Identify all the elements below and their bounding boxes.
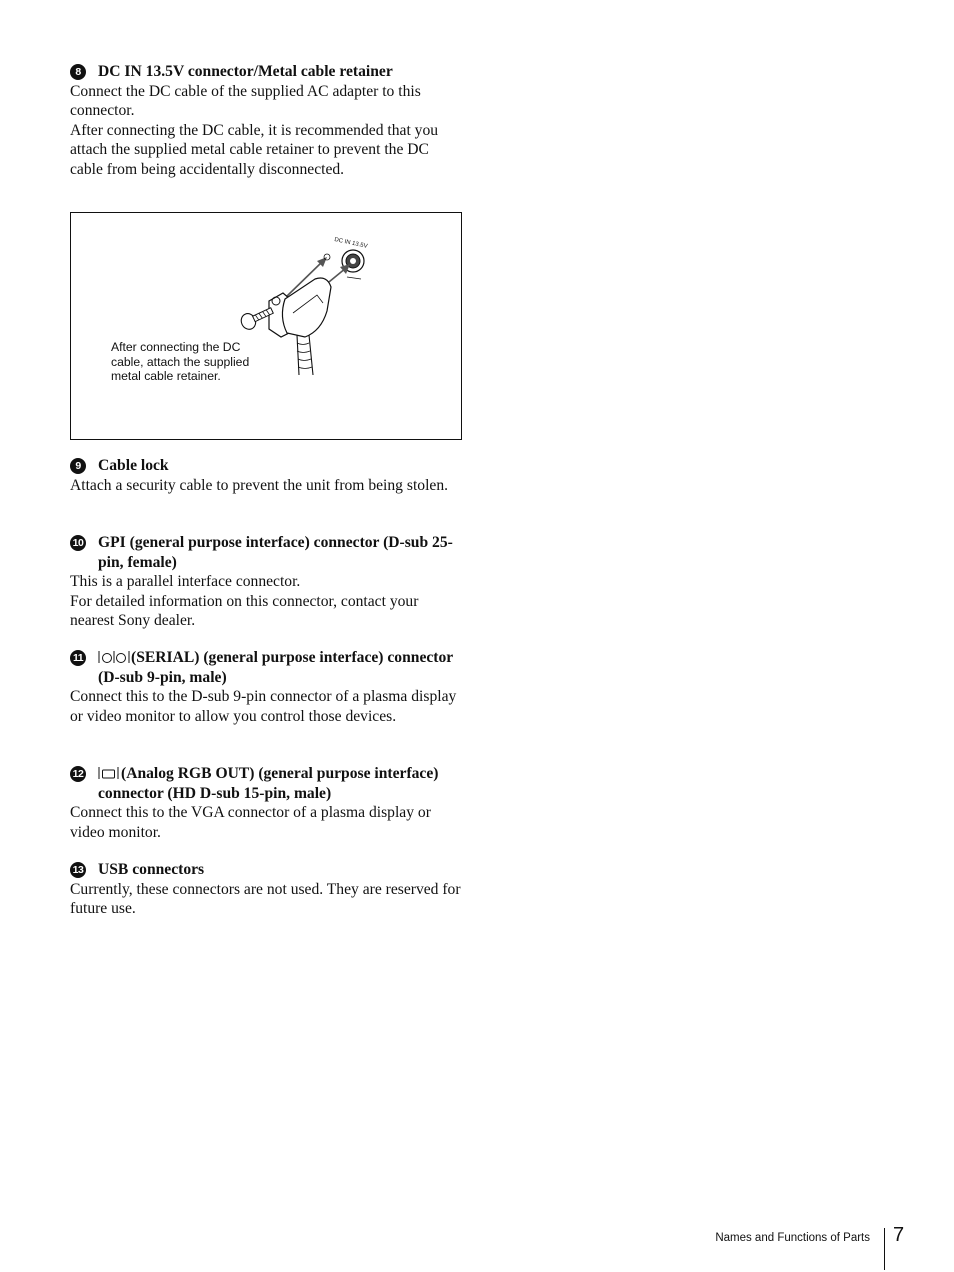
paragraph: Connect the DC cable of the supplied AC adapter to this connector. (70, 82, 421, 119)
paragraph: Connect this to the D-sub 9-pin connector of a plasma display or video monitor to allow you control those devices. (70, 688, 457, 725)
serial-port-icon (98, 650, 130, 664)
section-heading (70, 648, 465, 687)
paragraph: Attach a security cable to prevent the unit from being stolen. (70, 476, 449, 494)
section-title: USB connectors (98, 861, 205, 878)
paragraph: Currently, these connectors are not used. They are reserved for future use. (70, 880, 461, 917)
connector-label: DC IN 13.5V (333, 237, 368, 250)
item-number-badge: 13 (70, 862, 86, 878)
item-number-badge: 12 (70, 766, 86, 782)
section-dc-in (70, 62, 465, 179)
paragraph: Connect this to the VGA connector of a plasma display or video monitor. (70, 804, 431, 841)
footer-divider (884, 1228, 885, 1270)
connector-drawing (71, 213, 461, 439)
cable-retainer-illustration (70, 212, 462, 440)
section-heading (70, 860, 465, 880)
item-number-badge: 10 (70, 535, 86, 551)
section-usb-connectors (70, 860, 465, 919)
item-number-badge: 11 (70, 650, 86, 666)
paragraph: After connecting the DC cable, it is recommended that you attach the supplied metal cable retainer to prevent the DC cable from being accidentally disconnected. (70, 121, 439, 178)
paragraph: For detailed information on this connector, contact your nearest Sony dealer. (70, 592, 419, 629)
section-gpi-connector (70, 533, 465, 631)
figure-caption: After connecting the DC cable, attach the supplied metal cable retainer. (111, 340, 250, 384)
running-footer: Names and Functions of Parts (715, 1232, 870, 1244)
section-title: DC IN 13.5V connector/Metal cable retainer (98, 63, 393, 80)
item-number-badge: 8 (70, 64, 86, 80)
section-heading (70, 456, 465, 476)
section-title: Cable lock (98, 457, 169, 474)
section-heading (70, 62, 465, 82)
section-rgb-out-connector (70, 764, 465, 842)
paragraph: This is a parallel interface connector. (70, 573, 301, 590)
section-cable-lock (70, 456, 465, 495)
section-title: (SERIAL) (general purpose interface) connector (D-sub 9-pin, male) (98, 649, 453, 686)
item-number-badge: 9 (70, 458, 86, 474)
section-title: (Analog RGB OUT) (general purpose interface) connector (HD D-sub 15-pin, male) (98, 765, 439, 802)
section-heading (70, 533, 465, 572)
section-heading (70, 764, 465, 803)
section-serial-connector (70, 648, 465, 726)
section-title: GPI (general purpose interface) connector (D-sub 25-pin, female) (98, 534, 453, 571)
monitor-port-icon (98, 766, 120, 780)
page-number: 7 (893, 1224, 905, 1246)
